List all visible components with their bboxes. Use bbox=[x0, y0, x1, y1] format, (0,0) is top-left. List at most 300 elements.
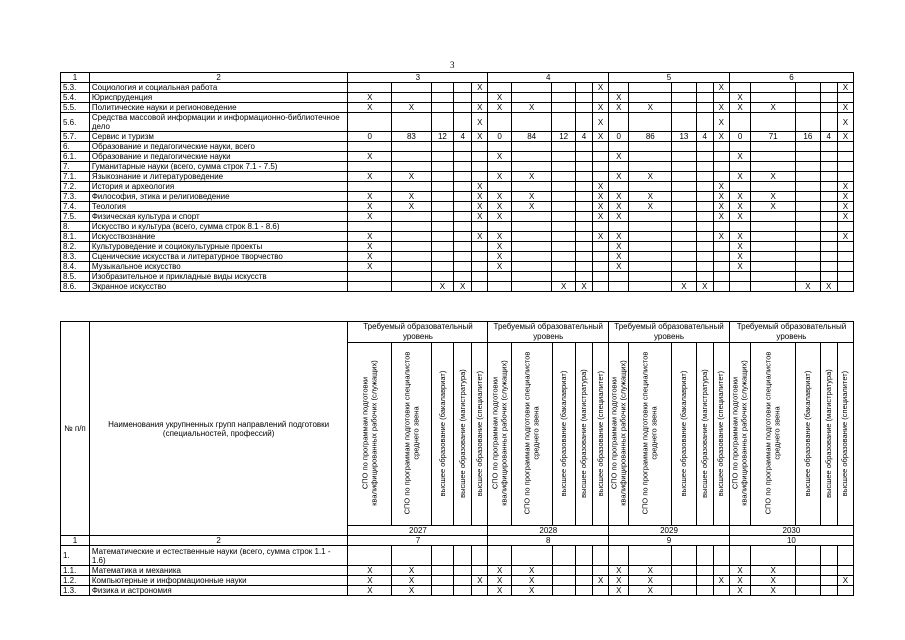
table-cell bbox=[575, 83, 592, 93]
table-cell bbox=[672, 586, 697, 596]
row-number: 1.1. bbox=[61, 566, 90, 576]
table-cell: X bbox=[593, 232, 609, 242]
table-cell: X bbox=[837, 576, 853, 586]
table-cell: X bbox=[593, 132, 609, 142]
row-name: История и археология bbox=[89, 182, 348, 192]
table-cell bbox=[454, 546, 472, 566]
table-cell bbox=[672, 202, 697, 212]
table-cell bbox=[575, 182, 592, 192]
table-cell bbox=[713, 93, 729, 103]
education-level-text: высшее образование (магистратура) bbox=[823, 368, 833, 498]
table-cell bbox=[820, 83, 837, 93]
table-cell bbox=[348, 272, 392, 282]
table-cell bbox=[696, 182, 713, 192]
table-cell bbox=[454, 252, 472, 262]
table-cell: X bbox=[713, 113, 729, 132]
table-cell bbox=[609, 182, 629, 192]
table-cell: X bbox=[751, 103, 796, 113]
table-cell: X bbox=[629, 172, 672, 182]
table-cell bbox=[454, 192, 472, 202]
table-cell bbox=[431, 83, 453, 93]
year-label: 2029 bbox=[609, 526, 730, 536]
row-name: Искусствознание bbox=[89, 232, 348, 242]
table-cell bbox=[672, 212, 697, 222]
table-cell bbox=[552, 182, 576, 192]
table-cell: 0 bbox=[488, 132, 512, 142]
header-row bbox=[61, 73, 854, 83]
table-cell bbox=[552, 172, 576, 182]
col-number-header: 10 bbox=[729, 536, 853, 546]
table-row bbox=[61, 192, 854, 202]
table-cell bbox=[575, 162, 592, 172]
table-cell bbox=[713, 272, 729, 282]
table-cell bbox=[820, 576, 837, 586]
table-row bbox=[61, 182, 854, 192]
table-cell bbox=[348, 282, 392, 292]
table-cell bbox=[672, 83, 697, 93]
table-cell: X bbox=[575, 282, 592, 292]
table-cell bbox=[837, 93, 853, 103]
table-cell bbox=[729, 282, 750, 292]
table-cell: X bbox=[431, 282, 453, 292]
row-number: 8.6. bbox=[61, 282, 90, 292]
table-cell: X bbox=[609, 202, 629, 212]
table-cell bbox=[629, 162, 672, 172]
table-cell bbox=[431, 242, 453, 252]
table-cell bbox=[488, 272, 512, 282]
table-cell bbox=[820, 113, 837, 132]
table-row bbox=[61, 93, 854, 103]
table-cell: X bbox=[729, 242, 750, 252]
table-cell bbox=[837, 586, 853, 596]
table-cell bbox=[672, 272, 697, 282]
table-cell bbox=[511, 252, 552, 262]
table-cell bbox=[431, 546, 453, 566]
col-number-header: 2 bbox=[89, 536, 348, 546]
table-cell bbox=[837, 172, 853, 182]
table-cell: 83 bbox=[392, 132, 432, 142]
table-cell bbox=[696, 93, 713, 103]
table-cell bbox=[472, 222, 488, 232]
table-cell bbox=[472, 566, 488, 576]
table-cell bbox=[472, 546, 488, 566]
education-level-text: высшее образование (бакалавриат) bbox=[802, 370, 812, 496]
table-cell: X bbox=[729, 232, 750, 242]
row-name: Образование и педагогические науки, всего bbox=[89, 142, 348, 152]
table-cell bbox=[454, 262, 472, 272]
table-cell bbox=[609, 142, 629, 152]
table-cell bbox=[593, 172, 609, 182]
table-cell bbox=[696, 232, 713, 242]
table-cell bbox=[672, 546, 697, 566]
table-cell: X bbox=[348, 172, 392, 182]
table-cell: X bbox=[729, 172, 750, 182]
table-cell bbox=[431, 586, 453, 596]
table-cell: X bbox=[713, 103, 729, 113]
year-label: 2027 bbox=[348, 526, 488, 536]
table-cell bbox=[488, 162, 512, 172]
table-cell: X bbox=[609, 252, 629, 262]
table-cell: X bbox=[837, 232, 853, 242]
row-name: Экранное искусство bbox=[89, 282, 348, 292]
table-cell bbox=[696, 152, 713, 162]
table-cell bbox=[820, 262, 837, 272]
col-number-label: № п/п bbox=[61, 322, 90, 536]
table-cell bbox=[392, 162, 432, 172]
table-cell: X bbox=[609, 93, 629, 103]
education-level-text: СПО по программам подготовки квалифицированных рабочих (служащих) bbox=[360, 360, 378, 506]
table-cell bbox=[672, 252, 697, 262]
table-cell: X bbox=[837, 202, 853, 212]
table-cell: X bbox=[488, 232, 512, 242]
table-cell bbox=[629, 232, 672, 242]
table-cell: X bbox=[609, 103, 629, 113]
table-cell: X bbox=[488, 212, 512, 222]
table-row bbox=[61, 83, 854, 93]
table-cell bbox=[751, 252, 796, 262]
education-level-label bbox=[837, 343, 853, 526]
row-number: 5.6. bbox=[61, 113, 90, 132]
education-level-label bbox=[576, 343, 593, 526]
table-cell: X bbox=[672, 282, 697, 292]
education-level-label bbox=[552, 343, 576, 526]
table-cell: X bbox=[348, 262, 392, 272]
education-level-label bbox=[472, 343, 488, 526]
table-cell bbox=[392, 113, 432, 132]
table-cell bbox=[713, 566, 729, 576]
table-cell bbox=[392, 83, 432, 93]
table-cell bbox=[552, 113, 576, 132]
table-cell bbox=[348, 162, 392, 172]
table-cell bbox=[392, 252, 432, 262]
education-level-text: высшее образование (магистратура) bbox=[578, 368, 588, 498]
table-cell bbox=[629, 282, 672, 292]
table-cell bbox=[575, 202, 592, 212]
table-cell bbox=[672, 242, 697, 252]
education-level-text: высшее образование (бакалавриат) bbox=[437, 370, 447, 496]
table-cell bbox=[820, 202, 837, 212]
table-cell bbox=[392, 262, 432, 272]
table-cell: 0 bbox=[348, 132, 392, 142]
table-cell: X bbox=[488, 93, 512, 103]
education-level-text: высшее образование (специалитет) bbox=[474, 370, 484, 496]
table-cell bbox=[575, 262, 592, 272]
table-cell bbox=[751, 262, 796, 272]
table-cell bbox=[729, 182, 750, 192]
row-number: 7.1. bbox=[61, 172, 90, 182]
table-cell bbox=[713, 282, 729, 292]
table-cell bbox=[629, 546, 672, 566]
page-number: 3 bbox=[450, 60, 455, 70]
table-cell bbox=[629, 152, 672, 162]
table-cell bbox=[796, 212, 821, 222]
table-cell bbox=[511, 242, 552, 252]
table-cell: 13 bbox=[672, 132, 697, 142]
year-label: 2030 bbox=[729, 526, 853, 536]
table-cell bbox=[575, 172, 592, 182]
table-cell: X bbox=[837, 103, 853, 113]
table-cell: X bbox=[729, 566, 750, 576]
table-cell bbox=[454, 152, 472, 162]
table-cell bbox=[820, 103, 837, 113]
table-cell: X bbox=[713, 182, 729, 192]
required-level-header: Требуемый образовательный уровень bbox=[348, 322, 488, 343]
row-name: Юриспруденция bbox=[89, 93, 348, 103]
table-cell bbox=[511, 182, 552, 192]
table-cell: X bbox=[348, 93, 392, 103]
table-cell bbox=[713, 172, 729, 182]
table-cell bbox=[820, 192, 837, 202]
table-row bbox=[61, 132, 854, 142]
row-number: 8. bbox=[61, 222, 90, 232]
table-cell: X bbox=[696, 282, 713, 292]
table-cell bbox=[576, 576, 593, 586]
table-cell: X bbox=[593, 113, 609, 132]
table-cell bbox=[672, 172, 697, 182]
row-number: 5.3. bbox=[61, 83, 90, 93]
header-row bbox=[61, 322, 854, 343]
table-cell: X bbox=[837, 192, 853, 202]
table-cell bbox=[696, 576, 713, 586]
table-cell: X bbox=[609, 172, 629, 182]
table-cell bbox=[552, 103, 576, 113]
table-cell bbox=[796, 83, 821, 93]
table-cell bbox=[454, 232, 472, 242]
row-name: Образование и педагогические науки bbox=[89, 152, 348, 162]
table-cell: X bbox=[729, 576, 750, 586]
table-cell bbox=[454, 83, 472, 93]
education-level-label bbox=[696, 343, 713, 526]
row-name: Математика и механика bbox=[89, 566, 348, 576]
table-cell bbox=[796, 93, 821, 103]
table-cell bbox=[472, 162, 488, 172]
table-cell bbox=[609, 272, 629, 282]
table-cell bbox=[751, 282, 796, 292]
table-cell bbox=[837, 142, 853, 152]
table-cell bbox=[392, 232, 432, 242]
table-cell bbox=[511, 282, 552, 292]
table-cell bbox=[696, 272, 713, 282]
table-cell: X bbox=[348, 202, 392, 212]
table-cell bbox=[629, 93, 672, 103]
table-cell bbox=[837, 272, 853, 282]
table-cell bbox=[593, 152, 609, 162]
table-cell: X bbox=[348, 242, 392, 252]
table-cell: X bbox=[511, 172, 552, 182]
table-row bbox=[61, 202, 854, 212]
table-cell: 0 bbox=[729, 132, 750, 142]
table-cell bbox=[552, 232, 576, 242]
table-cell: X bbox=[392, 586, 432, 596]
row-name: Искусство и культура (всего, сумма строк 8.1 - 8.6) bbox=[89, 222, 348, 232]
table-cell bbox=[820, 222, 837, 232]
table-cell bbox=[454, 172, 472, 182]
education-level-text: высшее образование (специалитет) bbox=[840, 370, 850, 496]
table-cell bbox=[593, 222, 609, 232]
table-cell bbox=[511, 272, 552, 282]
education-level-text: высшее образование (специалитет) bbox=[595, 370, 605, 496]
table-cell bbox=[751, 182, 796, 192]
table-cell bbox=[609, 222, 629, 232]
table-cell bbox=[672, 262, 697, 272]
table-row bbox=[61, 262, 854, 272]
table-cell: X bbox=[629, 586, 672, 596]
table-cell bbox=[593, 282, 609, 292]
table-cell bbox=[820, 142, 837, 152]
table-cell: X bbox=[348, 232, 392, 242]
row-number: 6.1. bbox=[61, 152, 90, 162]
table-cell bbox=[511, 546, 552, 566]
table-cell bbox=[796, 546, 821, 566]
table-row bbox=[61, 222, 854, 232]
top-table bbox=[60, 72, 854, 292]
table-cell bbox=[729, 83, 750, 93]
table-cell bbox=[392, 242, 432, 252]
table-row bbox=[61, 576, 854, 586]
table-cell bbox=[696, 83, 713, 93]
table-cell bbox=[751, 272, 796, 282]
row-name: Теология bbox=[89, 202, 348, 212]
table-cell bbox=[454, 272, 472, 282]
row-number: 1.2. bbox=[61, 576, 90, 586]
table-cell bbox=[629, 252, 672, 262]
row-name: Сервис и туризм bbox=[89, 132, 348, 142]
table-cell: X bbox=[629, 566, 672, 576]
table-cell: X bbox=[472, 232, 488, 242]
table-cell: X bbox=[837, 83, 853, 93]
table-cell: X bbox=[729, 93, 750, 103]
table-cell bbox=[796, 113, 821, 132]
education-level-label bbox=[488, 343, 512, 526]
table-cell: X bbox=[472, 192, 488, 202]
education-level-label bbox=[820, 343, 837, 526]
table-cell bbox=[575, 142, 592, 152]
col-number-header: 1 bbox=[61, 536, 90, 546]
table-cell: 16 bbox=[796, 132, 821, 142]
table-cell bbox=[552, 262, 576, 272]
table-cell bbox=[552, 192, 576, 202]
row-name: Сценические искусства и литературное творчество bbox=[89, 252, 348, 262]
table-cell bbox=[796, 242, 821, 252]
table-cell bbox=[431, 222, 453, 232]
table-cell bbox=[576, 586, 593, 596]
table-cell bbox=[454, 93, 472, 103]
table-cell bbox=[796, 566, 821, 576]
table-cell bbox=[511, 162, 552, 172]
education-level-label bbox=[796, 343, 821, 526]
education-level-label bbox=[454, 343, 472, 526]
table-cell: X bbox=[609, 232, 629, 242]
table-cell bbox=[820, 586, 837, 596]
table-cell bbox=[729, 272, 750, 282]
table-cell: 71 bbox=[751, 132, 796, 142]
table-cell bbox=[472, 242, 488, 252]
table-cell bbox=[431, 113, 453, 132]
table-cell: X bbox=[609, 262, 629, 272]
table-row bbox=[61, 152, 854, 162]
table-row bbox=[61, 172, 854, 182]
table-cell bbox=[593, 162, 609, 172]
table-cell bbox=[696, 222, 713, 232]
education-level-text: высшее образование (бакалавриат) bbox=[558, 370, 568, 496]
table-row bbox=[61, 566, 854, 576]
table-cell: X bbox=[348, 152, 392, 162]
table-cell: X bbox=[713, 576, 729, 586]
table-cell: X bbox=[454, 282, 472, 292]
table-cell bbox=[392, 93, 432, 103]
table-cell bbox=[348, 546, 392, 566]
table-cell bbox=[713, 262, 729, 272]
row-name: Языкознание и литературоведение bbox=[89, 172, 348, 182]
table-cell bbox=[796, 232, 821, 242]
table-cell bbox=[696, 202, 713, 212]
table-cell: X bbox=[511, 576, 552, 586]
table-cell: X bbox=[629, 103, 672, 113]
table-cell bbox=[575, 103, 592, 113]
table-cell: X bbox=[392, 172, 432, 182]
table-cell bbox=[751, 152, 796, 162]
table-cell: X bbox=[348, 212, 392, 222]
table-cell bbox=[454, 142, 472, 152]
table-cell: X bbox=[593, 576, 609, 586]
table-cell bbox=[696, 252, 713, 262]
table-cell bbox=[713, 142, 729, 152]
table-cell bbox=[820, 566, 837, 576]
table-cell bbox=[552, 252, 576, 262]
table-cell bbox=[552, 93, 576, 103]
row-name: Философия, этика и религиоведение bbox=[89, 192, 348, 202]
table-cell bbox=[796, 222, 821, 232]
table-cell bbox=[431, 252, 453, 262]
table-cell bbox=[729, 162, 750, 172]
education-level-label bbox=[609, 343, 629, 526]
table-cell bbox=[431, 272, 453, 282]
table-cell: X bbox=[488, 252, 512, 262]
table-cell bbox=[713, 546, 729, 566]
table-cell bbox=[672, 162, 697, 172]
table-cell: X bbox=[837, 132, 853, 142]
table-cell: X bbox=[472, 576, 488, 586]
table-cell bbox=[672, 222, 697, 232]
table-cell bbox=[713, 252, 729, 262]
table-cell: X bbox=[392, 103, 432, 113]
table-cell bbox=[672, 576, 697, 586]
table-cell: X bbox=[348, 252, 392, 262]
table-cell: X bbox=[488, 262, 512, 272]
table-cell bbox=[820, 212, 837, 222]
col-number-header: 2 bbox=[89, 73, 348, 83]
table-cell: X bbox=[609, 566, 629, 576]
table-cell bbox=[593, 142, 609, 152]
table-cell bbox=[472, 172, 488, 182]
education-level-text: СПО по программам подготовки специалистов среднего звена bbox=[640, 351, 659, 515]
table-cell bbox=[696, 262, 713, 272]
table-cell: X bbox=[609, 212, 629, 222]
row-number: 8.3. bbox=[61, 252, 90, 262]
education-level-text: СПО по программам подготовки квалифицированных рабочих (служащих) bbox=[730, 360, 749, 506]
table-cell bbox=[511, 222, 552, 232]
table-cell: X bbox=[820, 282, 837, 292]
table-cell bbox=[431, 103, 453, 113]
table-cell: X bbox=[629, 576, 672, 586]
table-row bbox=[61, 103, 854, 113]
table-cell bbox=[472, 282, 488, 292]
bottom-table bbox=[60, 321, 854, 596]
row-name: Физика и астрономия bbox=[89, 586, 348, 596]
table-cell bbox=[392, 142, 432, 152]
table-row bbox=[61, 232, 854, 242]
table-cell bbox=[472, 586, 488, 596]
